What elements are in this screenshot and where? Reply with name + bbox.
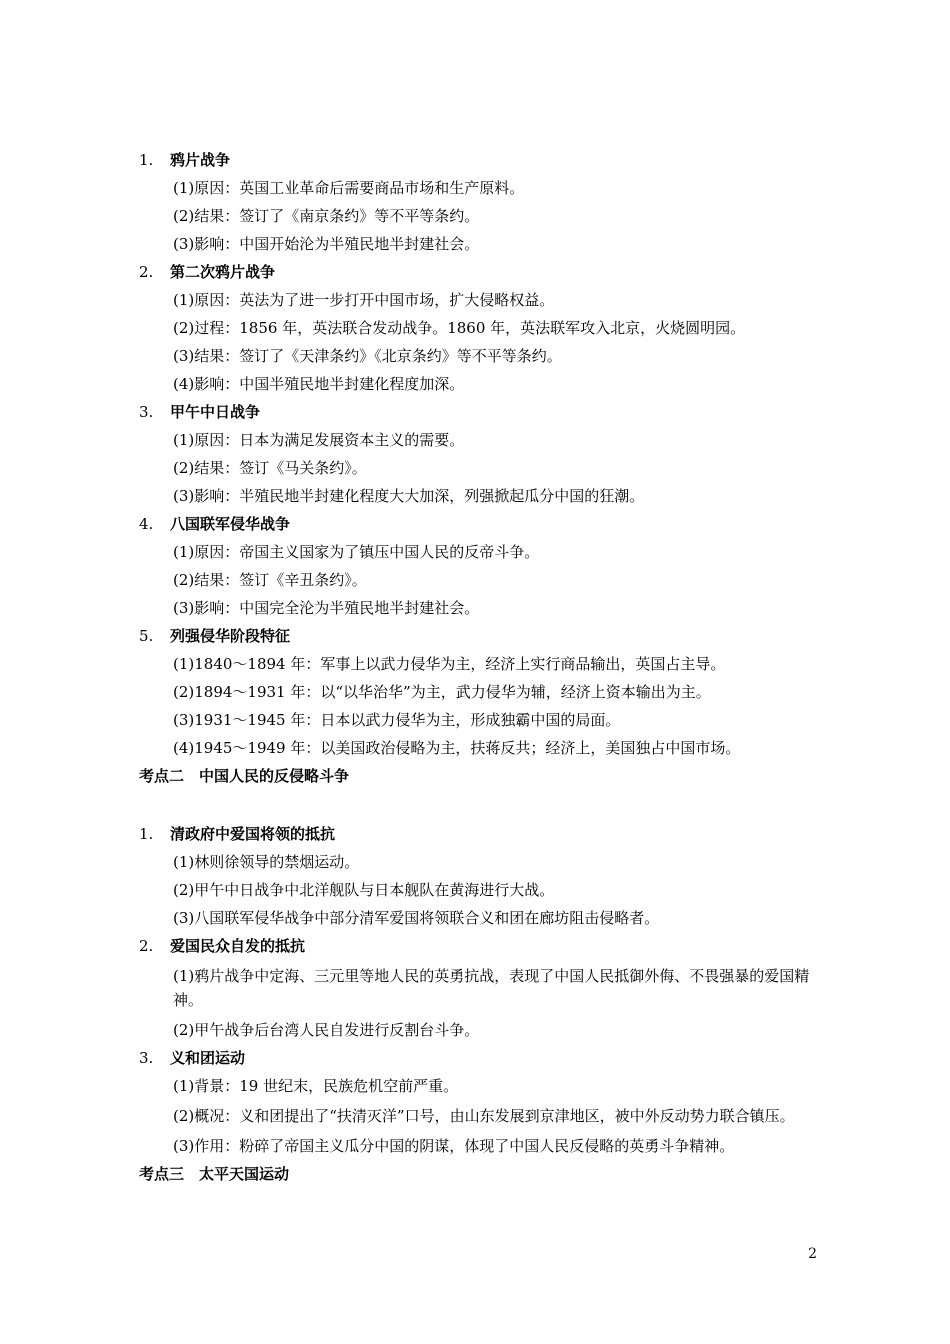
list-item: (4)影响：中国半殖民地半封建化程度加深。 xyxy=(173,375,465,393)
section-spacer xyxy=(139,790,819,820)
list-item: (1)原因：英法为了进一步打开中国市场，扩大侵略权益。 xyxy=(173,291,555,309)
list-item: (2)结果：签订了《南京条约》等不平等条约。 xyxy=(173,207,480,225)
heading-title: 清政府中爱国将领的抵抗 xyxy=(170,825,336,843)
heading-title: 义和团运动 xyxy=(170,1049,246,1067)
list-item: (2)过程：1856 年，英法联合发动战争。1860 年，英法联军攻入北京，火烧圆明园。 xyxy=(173,319,746,337)
list-item: (2)概况：义和团提出了“扶清灭洋”口号，由山东发展到京津地区，被中外反动势力联合镇压。 xyxy=(173,1107,795,1125)
list-item: (2)结果：签订《辛丑条约》。 xyxy=(173,571,367,589)
heading-number: 4. xyxy=(139,515,154,533)
heading-popular-resistance xyxy=(139,932,819,960)
heading-number: 1. xyxy=(139,825,154,843)
list-item: (4)1945～1949 年：以美国政治侵略为主，扶蒋反共；经济上，美国独占中国市场。 xyxy=(173,739,741,757)
list-item: (2)甲午战争后台湾人民自发进行反割台斗争。 xyxy=(173,1021,480,1039)
list-item: (1)原因：日本为满足发展资本主义的需要。 xyxy=(173,431,465,449)
list-item: (1)林则徐领导的禁烟运动。 xyxy=(173,853,360,871)
list-item: (2)甲午中日战争中北洋舰队与日本舰队在黄海进行大战。 xyxy=(173,881,555,899)
heading-eight-nation-alliance xyxy=(139,510,819,538)
heading-title: 列强侵华阶段特征 xyxy=(170,627,291,645)
list-item: (1)鸦片战争中定海、三元里等地人民的英勇抗战，表现了中国人民抵御外侮、不畏强暴的爱国精神。 xyxy=(173,967,810,1009)
list-item: (3)作用：粉碎了帝国主义瓜分中国的阴谋，体现了中国人民反侵略的英勇斗争精神。 xyxy=(173,1137,735,1155)
list-item: (2)1894～1931 年：以“以华治华”为主，武力侵华为辅，经济上资本输出为主。 xyxy=(173,683,711,701)
heading-number: 3. xyxy=(139,1049,154,1067)
list-item: (3)影响：中国完全沦为半殖民地半封建社会。 xyxy=(173,599,480,617)
page-number: 2 xyxy=(808,1246,817,1262)
heading-opium-war xyxy=(139,146,819,174)
heading-number: 2. xyxy=(139,937,154,955)
list-item: (1)原因：帝国主义国家为了镇压中国人民的反帝斗争。 xyxy=(173,543,540,561)
list-item: (3)八国联军侵华战争中部分清军爱国将领联合义和团在廊坊阻击侵略者。 xyxy=(173,909,660,927)
heading-invasion-stages xyxy=(139,622,819,650)
section-title: 考点三 太平天国运动 xyxy=(139,1165,290,1183)
heading-title: 甲午中日战争 xyxy=(170,403,261,421)
heading-title: 鸦片战争 xyxy=(170,151,231,169)
list-item: (2)结果：签订《马关条约》。 xyxy=(173,459,367,477)
heading-sino-japanese-war xyxy=(139,398,819,426)
list-item: (3)影响：中国开始沦为半殖民地半封建社会。 xyxy=(173,235,480,253)
heading-second-opium-war xyxy=(139,258,819,286)
heading-title: 第二次鸦片战争 xyxy=(170,263,276,281)
heading-title: 八国联军侵华战争 xyxy=(170,515,291,533)
list-item: (1)原因：英国工业革命后需要商品市场和生产原料。 xyxy=(173,179,525,197)
list-item: (3)1931～1945 年：日本以武力侵华为主，形成独霸中国的局面。 xyxy=(173,711,621,729)
list-item: (1)背景：19 世纪末，民族危机空前严重。 xyxy=(173,1077,459,1095)
section-title: 考点二 中国人民的反侵略斗争 xyxy=(139,767,350,785)
heading-patriotic-generals xyxy=(139,820,819,848)
list-item: (1)1840～1894 年：军事上以武力侵华为主，经济上实行商品输出，英国占主导。 xyxy=(173,655,726,673)
list-item: (3)影响：半殖民地半封建化程度大大加深，列强掀起瓜分中国的狂潮。 xyxy=(173,487,645,505)
heading-number: 5. xyxy=(139,627,154,645)
heading-number: 2. xyxy=(139,263,154,281)
heading-boxer-movement xyxy=(139,1044,819,1072)
heading-title: 爱国民众自发的抵抗 xyxy=(170,937,306,955)
page-content xyxy=(139,146,819,1188)
list-item: (3)结果：签订了《天津条约》《北京条约》等不平等条约。 xyxy=(173,347,562,365)
heading-number: 1. xyxy=(139,151,154,169)
heading-number: 3. xyxy=(139,403,154,421)
